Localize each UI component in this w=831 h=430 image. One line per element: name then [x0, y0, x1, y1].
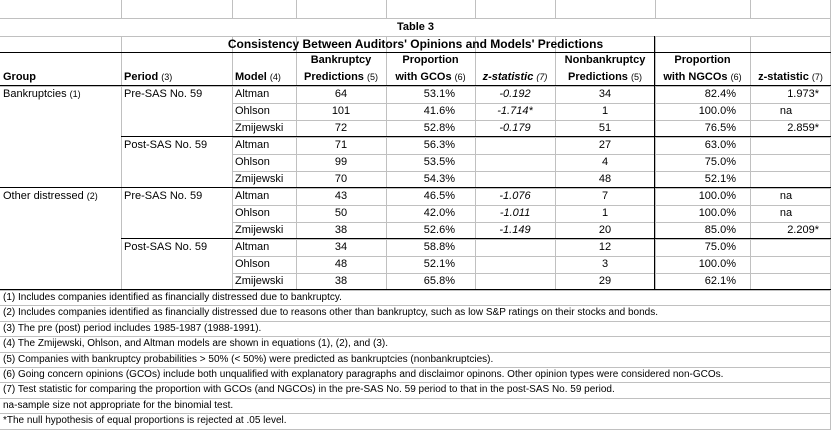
model-cell: [232, 188, 296, 205]
value: 38: [334, 224, 348, 236]
header-label: Group: [3, 71, 36, 83]
header-zstat-ngco: [750, 69, 831, 86]
bankruptcy-predictions-cell: [296, 256, 386, 273]
footnote: [0, 336, 831, 351]
proportion-ngco-cell: [655, 239, 750, 256]
period-cell: [121, 86, 232, 103]
header-label: with GCOs: [395, 71, 452, 83]
header-group: [0, 69, 121, 86]
model-cell: [232, 171, 296, 188]
footnote-ref: (5): [630, 72, 642, 82]
gridline-vertical: [750, 0, 751, 18]
model-label: Zmijewski: [235, 275, 284, 287]
value: -1.076: [499, 190, 531, 202]
header-bankruptcy-predictions: [296, 69, 386, 86]
proportion-ngco-cell: [655, 256, 750, 273]
footnote-ref: (7): [536, 72, 548, 82]
footnote: [0, 413, 831, 428]
value: 12: [598, 241, 612, 253]
header-label: Nonbankruptcy: [564, 54, 646, 66]
value: 62.1%: [704, 275, 736, 287]
footnote: [0, 398, 831, 413]
header-label: Predictions: [304, 71, 364, 83]
footnote-ref: (6): [454, 72, 466, 82]
proportion-ngco-cell: [655, 222, 750, 239]
model-label: Zmijewski: [235, 224, 284, 236]
gridline-vertical: [475, 0, 476, 18]
table-number-text: Table 3: [396, 21, 435, 33]
group-label: Bankruptcies: [3, 88, 67, 100]
model-cell: [232, 154, 296, 171]
value: 50: [334, 207, 348, 219]
model-label: Altman: [235, 139, 270, 151]
period-label: Post-SAS No. 59: [124, 139, 208, 151]
footnote-ref: (4): [269, 72, 281, 82]
value: 100.0%: [698, 190, 736, 202]
proportion-gco-cell: [386, 120, 475, 137]
value: 34: [334, 241, 348, 253]
model-label: Ohlson: [235, 105, 270, 117]
model-cell: [232, 256, 296, 273]
bankruptcy-predictions-cell: [296, 205, 386, 222]
footnote-text: (4) The Zmijewski, Ohlson, and Altman models are shown in equations (1), (2), and (3).: [3, 338, 388, 349]
proportion-ngco-cell: [655, 171, 750, 188]
value: 72: [334, 122, 348, 134]
value: na: [779, 105, 793, 117]
model-label: Ohlson: [235, 156, 270, 168]
nonbankruptcy-predictions-cell: [555, 103, 655, 120]
zstat-ngco-cell: [750, 120, 831, 137]
gridline-vertical: [655, 0, 656, 18]
bankruptcy-predictions-cell: [296, 188, 386, 205]
period-cell: [121, 188, 232, 205]
value: 1: [601, 105, 609, 117]
footnote: [0, 352, 831, 367]
footnote: [0, 305, 831, 320]
gridline-vertical: [232, 0, 233, 18]
proportion-gco-cell: [386, 137, 475, 154]
proportion-gco-cell: [386, 256, 475, 273]
header-zstat-gco: [475, 69, 555, 86]
zstat-gco-cell: [475, 171, 555, 188]
zstat-gco-cell: [475, 120, 555, 137]
header-model: [232, 69, 296, 86]
value: 53.1%: [423, 88, 455, 100]
proportion-gco-cell: [386, 171, 475, 188]
value: -1.714*: [497, 105, 533, 117]
header-label: Bankruptcy: [310, 54, 372, 66]
model-cell: [232, 205, 296, 222]
proportion-gco-cell: [386, 222, 475, 239]
header-bankruptcy: [296, 52, 386, 69]
header-proportion-gco: [386, 52, 475, 69]
proportion-gco-cell: [386, 86, 475, 103]
table-title-text: Consistency Between Auditors' Opinions and Models' Predictions: [227, 37, 604, 51]
value: 63.0%: [704, 139, 736, 151]
bankruptcy-predictions-cell: [296, 120, 386, 137]
footnote: [0, 367, 831, 382]
footnote: [0, 290, 831, 305]
footnote-text: (6) Going concern opinions (GCOs) include both unqualified with explanatory paragraphs and disclaimor opinons. Other opinion types were considered non-GCOs.: [3, 369, 724, 380]
nonbankruptcy-predictions-cell: [555, 154, 655, 171]
value: 75.0%: [704, 156, 736, 168]
model-label: Altman: [235, 241, 270, 253]
value: 64: [334, 88, 348, 100]
period-label: Post-SAS No. 59: [124, 241, 208, 253]
model-label: Altman: [235, 190, 270, 202]
model-label: Zmijewski: [235, 173, 284, 185]
model-label: Ohlson: [235, 258, 270, 270]
proportion-ngco-cell: [655, 86, 750, 103]
zstat-gco-cell: [475, 188, 555, 205]
proportion-ngco-cell: [655, 137, 750, 154]
model-cell: [232, 120, 296, 137]
nonbankruptcy-predictions-cell: [555, 137, 655, 154]
zstat-gco-cell: [475, 256, 555, 273]
footnote-ref: (3): [161, 72, 173, 82]
header-nonbankruptcy-predictions: [555, 69, 655, 86]
value: 100.0%: [698, 258, 736, 270]
proportion-ngco-cell: [655, 273, 750, 290]
period-cell: [121, 137, 232, 154]
value: -0.179: [499, 122, 531, 134]
nonbankruptcy-predictions-cell: [555, 222, 655, 239]
value: 100.0%: [698, 207, 736, 219]
footnote-ref: (6): [730, 72, 742, 82]
model-label: Altman: [235, 88, 270, 100]
table-number: [0, 18, 831, 36]
nonbankruptcy-predictions-cell: [555, 188, 655, 205]
value: 56.3%: [423, 139, 455, 151]
value: 3: [601, 258, 609, 270]
footnote-text: (3) The pre (post) period includes 1985-1987 (1988-1991).: [3, 323, 262, 334]
value: 48: [334, 258, 348, 270]
zstat-ngco-cell: [750, 137, 831, 154]
header-proportion-ngco: [655, 52, 750, 69]
value: 29: [598, 275, 612, 287]
gridline-vertical: [296, 0, 297, 18]
bankruptcy-predictions-cell: [296, 239, 386, 256]
header-period: [121, 69, 232, 86]
value: -0.192: [499, 88, 531, 100]
bankruptcy-predictions-cell: [296, 222, 386, 239]
nonbankruptcy-predictions-cell: [555, 171, 655, 188]
value: 85.0%: [704, 224, 736, 236]
value: na: [779, 190, 793, 202]
footnote: [0, 321, 831, 336]
header-label: z-statistic: [482, 71, 534, 83]
bankruptcy-predictions-cell: [296, 86, 386, 103]
footnote-text: (5) Companies with bankruptcy probabilities > 50% (< 50%) were predicted as bankruptcies (nonbankruptcies).: [3, 354, 494, 365]
footnote: [0, 382, 831, 397]
bankruptcy-predictions-cell: [296, 137, 386, 154]
zstat-ngco-cell: [750, 103, 831, 120]
value: 52.8%: [423, 122, 455, 134]
value: na: [779, 207, 793, 219]
footnote-text: (7) Test statistic for comparing the proportion with GCOs (and NGCOs) in the pre-SAS No. 59 period to that in the post-SAS No. 59 period.: [3, 384, 615, 395]
footnote-text: *The null hypothesis of equal proportions is rejected at .05 level.: [3, 415, 287, 426]
value: 100.0%: [698, 105, 736, 117]
proportion-ngco-cell: [655, 205, 750, 222]
header-label: Model: [235, 71, 267, 83]
value: 52.1%: [704, 173, 736, 185]
value: 58.8%: [423, 241, 455, 253]
model-label: Zmijewski: [235, 122, 284, 134]
proportion-gco-cell: [386, 103, 475, 120]
zstat-ngco-cell: [750, 273, 831, 290]
zstat-gco-cell: [475, 222, 555, 239]
header-with-ngcos: [655, 69, 750, 86]
proportion-gco-cell: [386, 239, 475, 256]
zstat-ngco-cell: [750, 154, 831, 171]
value: 75.0%: [704, 241, 736, 253]
group-label: Other distressed: [3, 190, 84, 202]
value: 1.973*: [787, 88, 819, 100]
proportion-ngco-cell: [655, 154, 750, 171]
proportion-ngco-cell: [655, 188, 750, 205]
nonbankruptcy-predictions-cell: [555, 239, 655, 256]
header-label: Predictions: [568, 71, 628, 83]
value: 1: [601, 207, 609, 219]
value: 52.1%: [423, 258, 455, 270]
nonbankruptcy-predictions-cell: [555, 273, 655, 290]
footnote-ref: (2): [86, 191, 98, 201]
zstat-ngco-cell: [750, 188, 831, 205]
bankruptcy-predictions-cell: [296, 273, 386, 290]
zstat-ngco-cell: [750, 256, 831, 273]
nonbankruptcy-predictions-cell: [555, 120, 655, 137]
value: 7: [601, 190, 609, 202]
proportion-gco-cell: [386, 154, 475, 171]
group-cell: [0, 86, 121, 103]
model-cell: [232, 222, 296, 239]
zstat-gco-cell: [475, 154, 555, 171]
bankruptcy-predictions-cell: [296, 171, 386, 188]
table-title: [0, 36, 831, 52]
header-label: Proportion: [402, 54, 459, 66]
bankruptcy-predictions-cell: [296, 154, 386, 171]
zstat-ngco-cell: [750, 205, 831, 222]
value: 65.8%: [423, 275, 455, 287]
zstat-gco-cell: [475, 273, 555, 290]
value: 2.859*: [787, 122, 819, 134]
gridline-vertical: [121, 0, 122, 18]
zstat-gco-cell: [475, 86, 555, 103]
header-with-gcos: [386, 69, 475, 86]
zstat-ngco-cell: [750, 86, 831, 103]
header-label: Proportion: [674, 54, 731, 66]
value: 76.5%: [704, 122, 736, 134]
zstat-gco-cell: [475, 239, 555, 256]
value: 43: [334, 190, 348, 202]
proportion-gco-cell: [386, 205, 475, 222]
gridline-vertical: [555, 0, 556, 18]
nonbankruptcy-predictions-cell: [555, 256, 655, 273]
proportion-ngco-cell: [655, 103, 750, 120]
value: 51: [598, 122, 612, 134]
value: 70: [334, 173, 348, 185]
nonbankruptcy-predictions-cell: [555, 205, 655, 222]
value: 82.4%: [704, 88, 736, 100]
footnote-ref: (1): [69, 89, 81, 99]
value: 48: [598, 173, 612, 185]
value: 38: [334, 275, 348, 287]
period-label: Pre-SAS No. 59: [124, 190, 203, 202]
header-label: Period: [124, 71, 159, 83]
model-label: Ohlson: [235, 207, 270, 219]
value: -1.149: [499, 224, 531, 236]
value: 4: [601, 156, 609, 168]
value: 54.3%: [423, 173, 455, 185]
proportion-ngco-cell: [655, 120, 750, 137]
zstat-gco-cell: [475, 205, 555, 222]
model-cell: [232, 137, 296, 154]
value: 52.6%: [423, 224, 455, 236]
nonbankruptcy-predictions-cell: [555, 86, 655, 103]
value: 27: [598, 139, 612, 151]
model-cell: [232, 273, 296, 290]
header-nonbankruptcy: [555, 52, 655, 69]
header-label: z-statistic: [758, 71, 809, 83]
zstat-ngco-cell: [750, 171, 831, 188]
value: 41.6%: [423, 105, 455, 117]
zstat-ngco-cell: [750, 222, 831, 239]
period-cell: [121, 239, 232, 256]
header-label: with NGCOs: [663, 71, 728, 83]
value: 53.5%: [423, 156, 455, 168]
zstat-ngco-cell: [750, 239, 831, 256]
proportion-gco-cell: [386, 188, 475, 205]
footnote-text: (1) Includes companies identified as financially distressed due to bankruptcy.: [3, 292, 342, 303]
model-cell: [232, 239, 296, 256]
footnote-text: (2) Includes companies identified as financially distressed due to reasons other than bankruptcy, such as low S&P ratings on their stocks and bonds.: [3, 307, 658, 318]
value: 101: [331, 105, 351, 117]
footnote-ref: (7): [811, 72, 823, 82]
model-cell: [232, 103, 296, 120]
value: 71: [334, 139, 348, 151]
model-cell: [232, 86, 296, 103]
bankruptcy-predictions-cell: [296, 103, 386, 120]
zstat-gco-cell: [475, 103, 555, 120]
value: -1.011: [499, 207, 531, 219]
proportion-gco-cell: [386, 273, 475, 290]
gridline-vertical: [386, 0, 387, 18]
value: 2.209*: [787, 224, 819, 236]
value: 34: [598, 88, 612, 100]
value: 20: [598, 224, 612, 236]
value: 42.0%: [423, 207, 455, 219]
footnote-text: na-sample size not appropriate for the binomial test.: [3, 400, 234, 411]
period-label: Pre-SAS No. 59: [124, 88, 203, 100]
footnote-ref: (5): [366, 72, 378, 82]
value: 99: [334, 156, 348, 168]
group-cell: [0, 188, 121, 205]
zstat-gco-cell: [475, 137, 555, 154]
value: 46.5%: [423, 190, 455, 202]
